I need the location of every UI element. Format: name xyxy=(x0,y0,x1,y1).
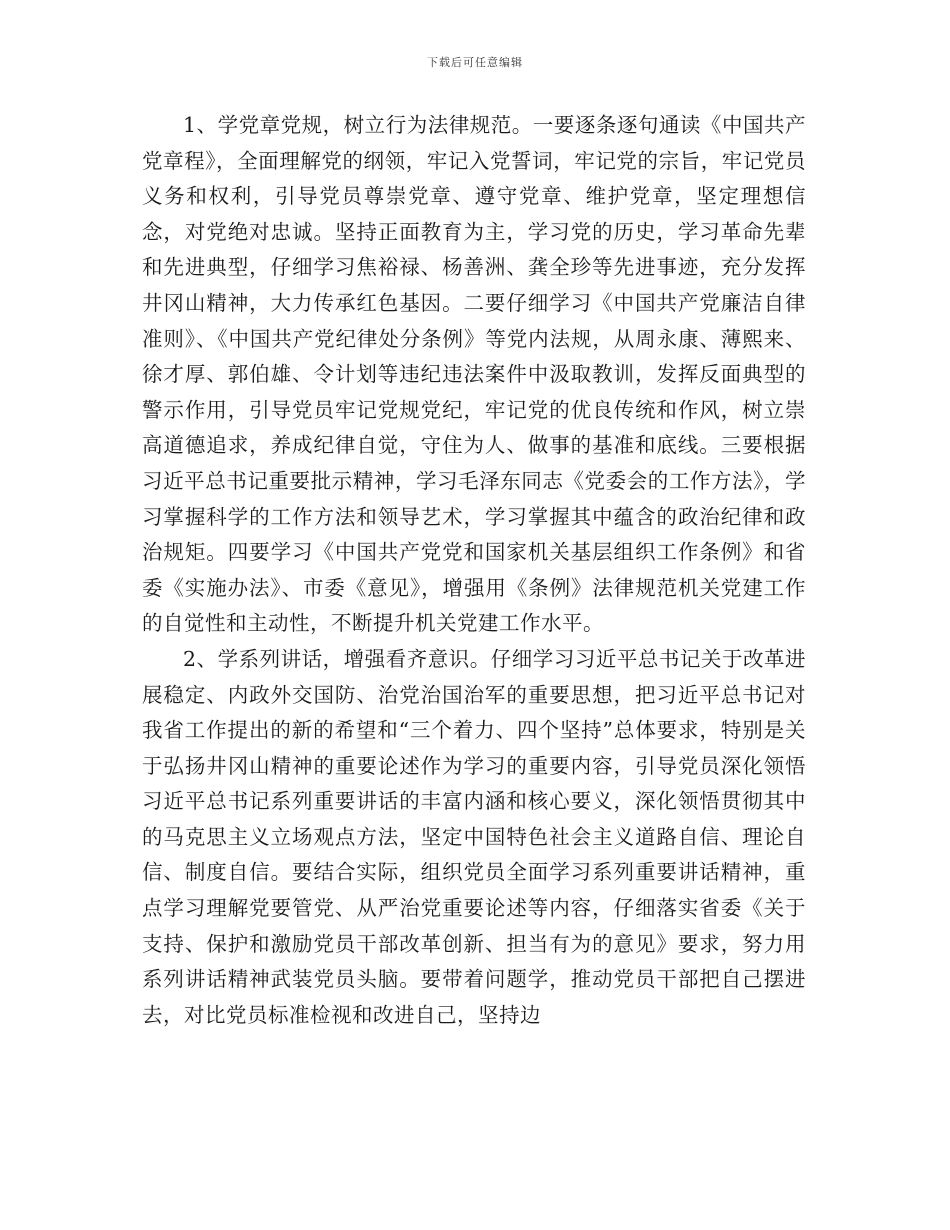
document-body xyxy=(142,108,806,1033)
page-header-note: 下载后可任意编辑 xyxy=(427,56,523,69)
paragraph-2: 2、学系列讲话，增强看齐意识。仔细学习习近平总书记关于改革进展稳定、内政外交国防、治党治国治军的重要思想，把习近平总书记对我省工作提出的新的希望和“三个着力、四个坚持”总体要求，特别是关于弘扬井冈山精神的重要论述作为学习的重要内容，引导党员深化领悟习近平总书记系列重要讲话的丰富内涵和核心要义，深化领悟贯彻其中的马克思主义立场观点方法，坚定中国特色社会主义道路自信、理论自信、制度自信。要结合实际，组织党员全面学习系列重要讲话精神，重点学习理解党要管党、从严治党重要论述等内容，仔细落实省委《关于支持、保护和激励党员干部改革创新、担当有为的意见》要求，努力用系列讲话精神武装党员头脑。要带着问题学，推动党员干部把自己摆进去，对比党员标准检视和改进自己，坚持边 xyxy=(142,646,806,1027)
paragraph-1: 1、学党章党规，树立行为法律规范。一要逐条逐句通读《中国共产党章程》，全面理解党的纲领，牢记入党誓词，牢记党的宗旨，牢记党员义务和权利，引导党员尊崇党章、遵守党章、维护党章，坚定理想信念，对党绝对忠诚。坚持正面教育为主，学习党的历史，学习革命先辈和先进典型，仔细学习焦裕禄、杨善洲、龚全珍等先进事迹，充分发挥井冈山精神，大力传承红色基因。二要仔细学习《中国共产党廉洁自律准则》、《中国共产党纪律处分条例》等党内法规，从周永康、薄熙来、徐才厚、郭伯雄、令计划等违纪违法案件中汲取教训，发挥反面典型的警示作用，引导党员牢记党规党纪，牢记党的优良传统和作风，树立崇高道德追求，养成纪律自觉，守住为人、做事的基准和底线。三要根据习近平总书记重要批示精神，学习毛泽东同志《党委会的工作方法》，学习掌握科学的工作方法和领导艺术，学习掌握其中蕴含的政治纪律和政治规矩。四要学习《中国共产党党和国家机关基层组织工作条例》和省委《实施办法》、市委《意见》，增强用《条例》法律规范机关党建工作的自觉性和主动性，不断提升机关党建工作水平。 xyxy=(142,113,806,636)
